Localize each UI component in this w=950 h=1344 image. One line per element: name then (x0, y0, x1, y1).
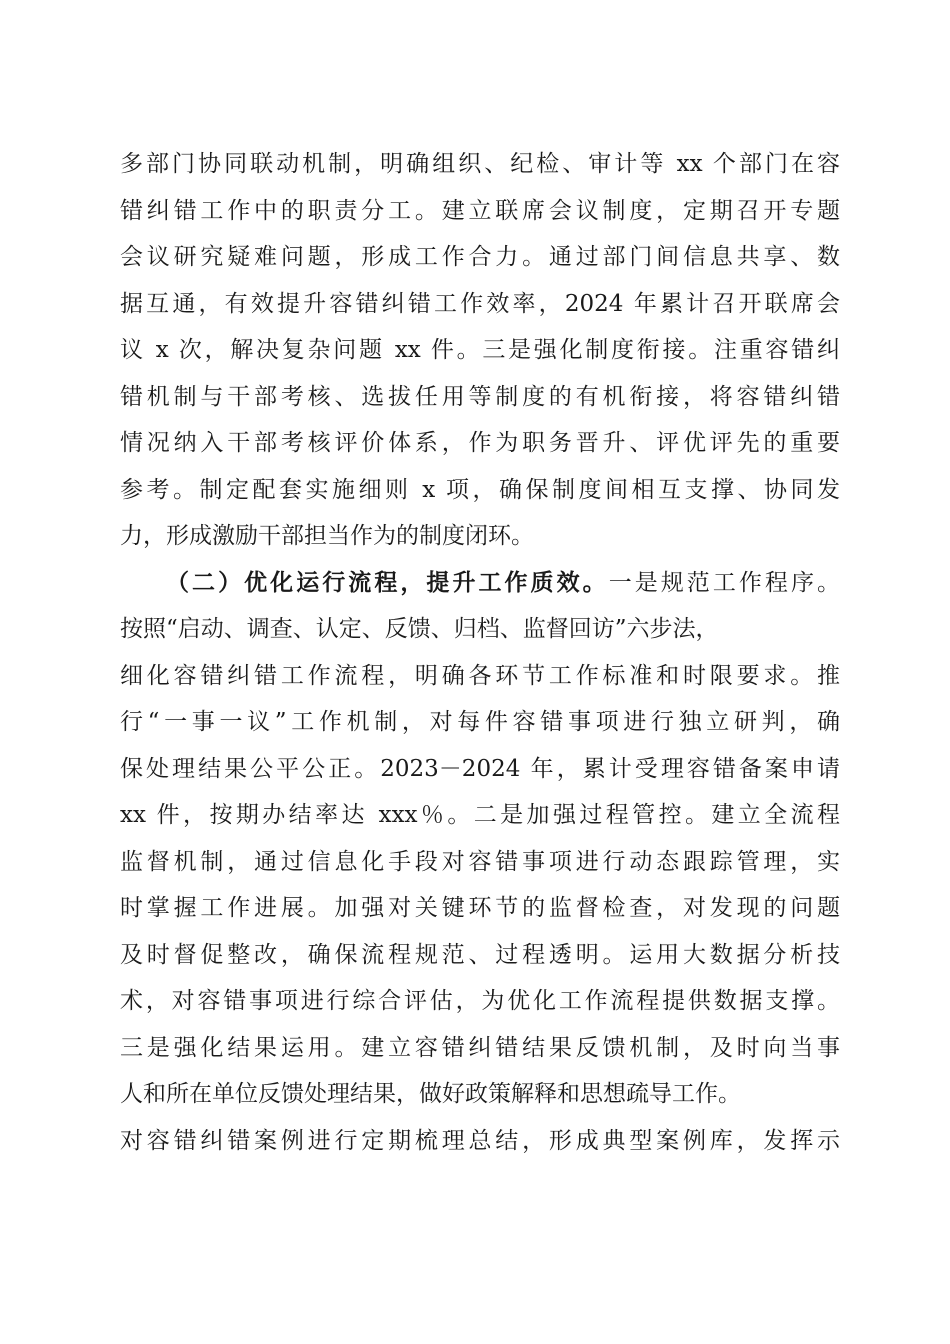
text-line: 据互通，有效提升容错纠错工作效率，2024 年累计召开联席会 (120, 290, 840, 317)
document-body (120, 141, 840, 1164)
text-line: 时掌握工作进展。加强对关键环节的监督检查，对发现的问题 (120, 895, 840, 921)
text-line: 情况纳入干部考核评价体系，作为职务晋升、评优评先的重要 (120, 430, 840, 456)
text-line: 错机制与干部考核、选拔任用等制度的有机衔接，将容错纠错 (120, 383, 840, 410)
text-line: 监督机制，通过信息化手段对容错事项进行动态跟踪管理，实 (120, 848, 840, 875)
section-heading-line (120, 560, 840, 607)
section-heading: （二）优化运行流程，提升工作质效。 (166, 568, 609, 596)
text-line: 力，形成激励干部担当作为的制度闭环。 (120, 523, 534, 549)
text-line: 及时督促整改，确保流程规范、过程透明。运用大数据分析技 (120, 941, 840, 968)
text-line: 术，对容错事项进行综合评估，为优化工作流程提供数据支撑。 (120, 988, 840, 1014)
text-line: 人和所在单位反馈处理结果，做好政策解释和思想疏导工作。 (120, 1081, 741, 1107)
paragraph-section-two (120, 560, 840, 1165)
text-line: 参考。制定配套实施细则 x 项，确保制度间相互支撑、协同发 (120, 476, 840, 503)
paragraph-continuation (120, 141, 840, 560)
text-line: 议 x 次，解决复杂问题 xx 件。三是强化制度衔接。注重容错纠 (120, 337, 840, 363)
text-line: 三是强化结果运用。建立容错纠错结果反馈机制，及时向当事 (120, 1034, 840, 1061)
text-line: xx 件，按期办结率达 xxx％。二是加强过程管控。建立全流程 (120, 802, 840, 828)
text-line: 保处理结果公平公正。2023－2024 年，累计受理容错备案申请 (120, 755, 840, 782)
text-line: 行“一事一议”工作机制，对每件容错事项进行独立研判，确 (120, 709, 840, 735)
text-line: 按照“启动、调查、认定、反馈、归档、监督回访”六步法， (120, 616, 719, 642)
text-line: 多部门协同联动机制，明确组织、纪检、审计等 xx 个部门在容 (120, 151, 840, 177)
text-line: 会议研究疑难问题，形成工作合力。通过部门间信息共享、数 (120, 244, 840, 270)
text-line: 细化容错纠错工作流程，明确各环节工作标准和时限要求。推 (120, 662, 840, 689)
text-line: 错纠错工作中的职责分工。建立联席会议制度，定期召开专题 (120, 197, 840, 224)
section-heading-rest: 一是规范工作程序。 (608, 569, 841, 596)
text-line: 对容错纠错案例进行定期梳理总结，形成典型案例库，发挥示 (120, 1127, 840, 1154)
